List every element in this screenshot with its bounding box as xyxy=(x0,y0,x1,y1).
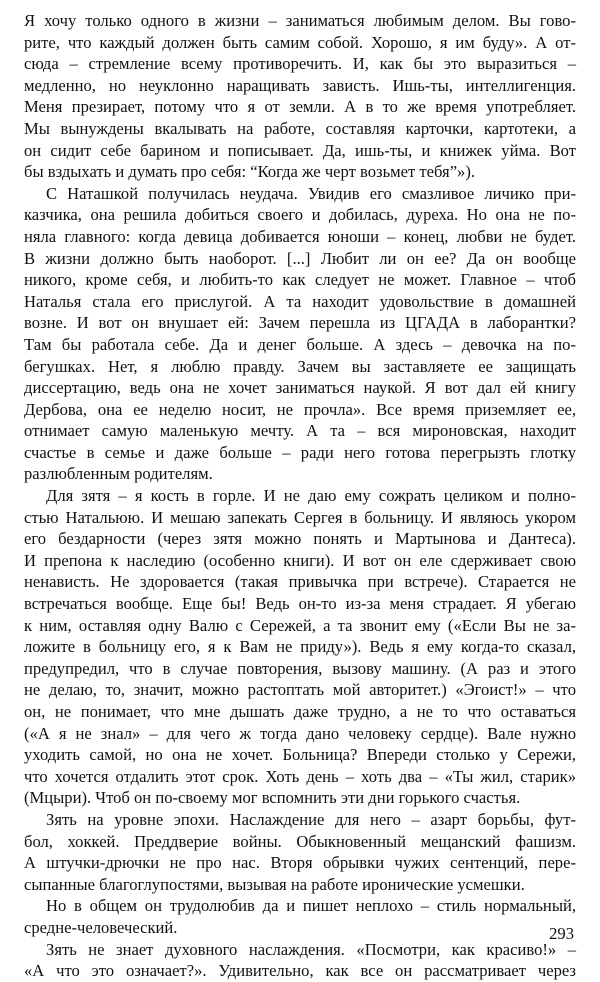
text-line: разлюбленным родителям. xyxy=(24,464,213,484)
text-line: казчика, она решила добиться своего и добилась, дуреха. Но она не по- xyxy=(24,205,576,225)
text-line: стью Натальюю. И мешаю запекать Сергея в больницу. И являюсь укором xyxy=(24,507,576,527)
text-line: он сидит себе барином и пописывает. Да, ишь-ты, и книжек уйма. Вот xyxy=(24,140,576,160)
text-line: сюда – стремление всему противоречить. И, как бы это выразиться – xyxy=(24,54,576,74)
text-line: к ним, оставляя одну Валю с Сережей, а та звонит ему («Если Вы не за- xyxy=(24,615,576,635)
page-number: 293 xyxy=(549,924,574,943)
text-line: («А я не знал» – для чего ж тогда дано человеку сердце). Вале нужно xyxy=(24,723,576,743)
text-line: Дербова, она ее неделю носит, не прочла». Все время приземляет ее, xyxy=(24,399,576,419)
text-line: сыпанные благоглупостями, вызывая на работе иронические усмешки. xyxy=(24,874,525,894)
text-line: счастье в семье и даже больше – ради него готова перегрызть глотку xyxy=(24,442,576,462)
text-line: В жизни должно быть наоборот. [...] Любит ли он ее? Да он вообще xyxy=(24,248,576,268)
text-line: Для зятя – я кость в горле. И не даю ему сожрать целиком и полно- xyxy=(46,486,576,506)
document-page xyxy=(24,10,576,982)
text-line: бегушках. Нет, я люблю правду. Зачем вы заставляете ее защищать xyxy=(24,356,576,376)
text-line: что хочется отдалить этот срок. Хоть день – хоть два – «Ты жил, старик» xyxy=(24,766,576,786)
text-line: Но в общем он трудолюбив да и пишет неплохо – стиль нормальный, xyxy=(46,896,576,916)
paragraph-6 xyxy=(24,939,576,982)
text-line: А штучки-дрючки не про нас. Вторя обрывки чужих сентенций, пере- xyxy=(24,853,576,873)
text-line: не делаю, то, значит, можно растоптать мой авторитет.) «Эгоист!» – что xyxy=(24,680,576,700)
text-line: диссертацию, ведь она не хочет заниматься наукой. Я вот дал ей книгу xyxy=(24,378,576,398)
text-line: бол, хоккей. Преддверие войны. Обыкновенный мещанский фашизм. xyxy=(24,831,576,851)
text-line: И препона к наследию (особенно книги). И вот он еле сдерживает свою xyxy=(24,550,576,570)
text-line: «А что это означает?». Удивительно, как все он рассматривает через xyxy=(24,961,576,981)
text-line: С Наташкой получилась неудача. Увидив его смазливое личико при- xyxy=(46,183,576,203)
text-line: ненависть. Не здоровается (такая привычка при встрече). Старается не xyxy=(24,572,576,592)
paragraph-5 xyxy=(24,895,576,938)
text-line: Наталья стала его прислугой. А та находит удовольствие в домашней xyxy=(24,291,576,311)
text-line: медленно, но неуклонно наращивать зависть. Ишь-ты, интеллигенция. xyxy=(24,75,576,95)
text-line: рите, что каждый должен быть самим собой. Хорошо, я им буду». А от- xyxy=(24,32,576,52)
text-line: предупредил, что в случае повторения, вызову машину. (А раз и этого xyxy=(24,658,576,678)
paragraph-1 xyxy=(24,10,576,183)
text-line: Зять на уровне эпохи. Наслаждение для него – азарт борьбы, фут- xyxy=(46,809,576,829)
text-line: средне-человеческий. xyxy=(24,917,178,937)
text-line: бы вздыхать и думать про себя: “Когда же черт возьмет тебя”»). xyxy=(24,162,476,182)
text-line: он, не понимает, что мне дышать даже трудно, а не то что оставаться xyxy=(24,702,576,721)
text-line: ложите в больницу его, я к Вам не приду»). Ведь я ему когда-то сказал, xyxy=(24,637,576,657)
paragraph-2 xyxy=(24,183,576,485)
text-line: няла главного: когда девица добивается юноши – конец, любви не будет. xyxy=(24,226,576,246)
text-line: уходить самой, но она не хочет. Больница? Впереди столько у Сережи, xyxy=(24,745,576,765)
text-line: Я хочу только одного в жизни – заниматься любимым делом. Вы гово- xyxy=(24,11,576,30)
text-line: Там бы работала себе. Да и денег больше. А здесь – девочка на по- xyxy=(24,334,576,354)
text-line: его бездарности (через зятя можно понять и Мартынова и Дантеса). xyxy=(24,529,576,549)
text-line: Мы вынуждены вкалывать на работе, составляя карточки, картотеки, а xyxy=(24,118,576,138)
paragraph-4 xyxy=(24,809,576,895)
text-line: отнимает самую маленькую мечту. А та – вся мироновская, находит xyxy=(24,421,576,441)
text-line: Меня презирает, потому что я от земли. А в то же время употребляет. xyxy=(24,97,576,117)
text-line: встречаться вообще. Еще бы! Ведь он-то из-за меня страдает. Я убегаю xyxy=(24,594,576,614)
text-line: никого, кроме себя, и любить-то как следует не может. Главное – чтоб xyxy=(24,270,576,290)
text-line: (Мцыри). Чтоб он по-своему мог вспомнить эти дни горького счастья. xyxy=(24,788,521,808)
paragraph-3 xyxy=(24,485,576,809)
text-line: возне. И вот он внушает ей: Зачем перешла из ЦГАДА в лаборантки? xyxy=(24,313,576,333)
text-line: Зять не знает духовного наслаждения. «Посмотри, как красиво!» – xyxy=(46,939,576,959)
